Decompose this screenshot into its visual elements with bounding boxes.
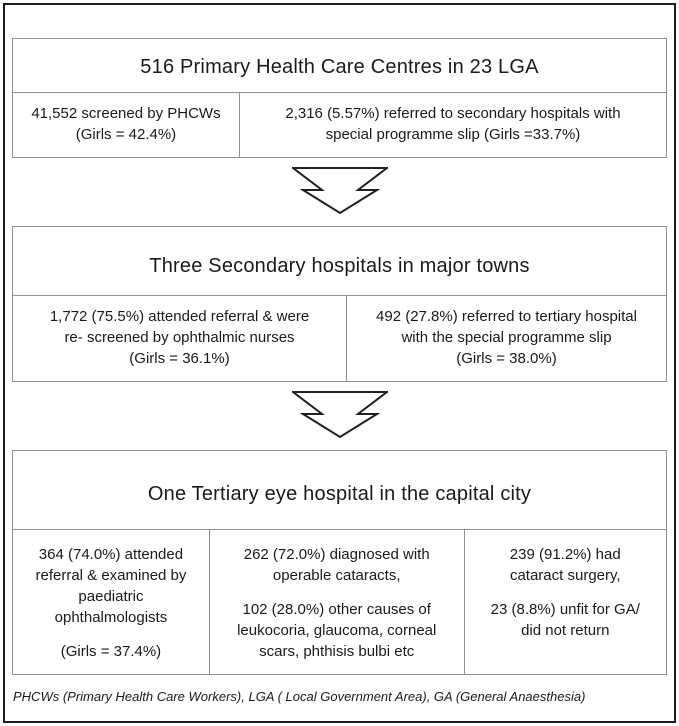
- diagram-frame: [3, 3, 676, 723]
- level-3-cell-surgery: [464, 530, 666, 674]
- cell-line: scars, phthisis bulbi etc: [259, 643, 415, 660]
- level-3-title: One Tertiary eye hospital in the capital city: [147, 483, 532, 505]
- down-arrow-glyph: [292, 167, 388, 215]
- level-1-box: [12, 38, 667, 158]
- level-3-cell-attended: [13, 530, 209, 674]
- down-arrow-icon: [12, 382, 667, 450]
- level-1-cells: [13, 92, 666, 157]
- cell-line: (Girls = 36.1%): [129, 350, 230, 367]
- cell-line: with the special programme slip: [401, 329, 612, 346]
- cell-line: (Girls = 37.4%): [60, 643, 162, 660]
- cell-line: ophthalmologists: [54, 609, 168, 626]
- cell-line: 364 (74.0%) attended: [38, 546, 184, 563]
- level-2-box: [12, 226, 667, 382]
- cell-line: 41,552 screened by PHCWs: [31, 105, 221, 122]
- cell-line: 2,316 (5.57%) referred to secondary hospitals with: [285, 105, 621, 122]
- cell-line: 262 (72.0%) diagnosed with: [243, 546, 430, 563]
- level-1-title: 516 Primary Health Care Centres in 23 LGA: [140, 56, 539, 78]
- cell-line: referral & examined by: [35, 567, 187, 584]
- cell-line: did not return: [521, 622, 610, 639]
- cell-line: 492 (27.8%) referred to tertiary hospital: [376, 308, 637, 325]
- down-arrow-icon: [12, 158, 667, 226]
- level-3-cell-diagnosed: [209, 530, 464, 674]
- level-3-box: [12, 450, 667, 675]
- abbreviations-footnote: PHCWs (Primary Health Care Workers), LGA ( Local Government Area), GA (General Anaesthesia): [13, 689, 586, 704]
- cell-line: 1,772 (75.5%) attended referral & were: [49, 308, 310, 325]
- level-1-cell-screened: [13, 93, 239, 157]
- level-3-cells: [13, 529, 666, 674]
- down-arrow-glyph: [292, 391, 388, 439]
- level-2-cell-referred: [346, 296, 666, 381]
- cell-line: re- screened by ophthalmic nurses: [64, 329, 295, 346]
- level-2-cell-attended: [13, 296, 346, 381]
- cell-line: (Girls = 42.4%): [75, 126, 177, 143]
- cell-line: 23 (8.8%) unfit for GA/: [490, 601, 640, 618]
- cell-line: cataract surgery,: [509, 567, 621, 584]
- cell-line: (Girls = 38.0%): [456, 350, 557, 367]
- cell-line: special programme slip (Girls =33.7%): [325, 126, 581, 143]
- cell-line: 239 (91.2%) had: [509, 546, 621, 563]
- cell-line: leukocoria, glaucoma, corneal: [237, 622, 437, 639]
- level-2-cells: [13, 295, 666, 381]
- cell-line: 102 (28.0%) other causes of: [242, 601, 431, 618]
- cell-line: operable cataracts,: [272, 567, 401, 584]
- cell-line: paediatric: [78, 588, 144, 605]
- level-1-cell-referred: [239, 93, 666, 157]
- level-2-title: Three Secondary hospitals in major towns: [149, 255, 530, 277]
